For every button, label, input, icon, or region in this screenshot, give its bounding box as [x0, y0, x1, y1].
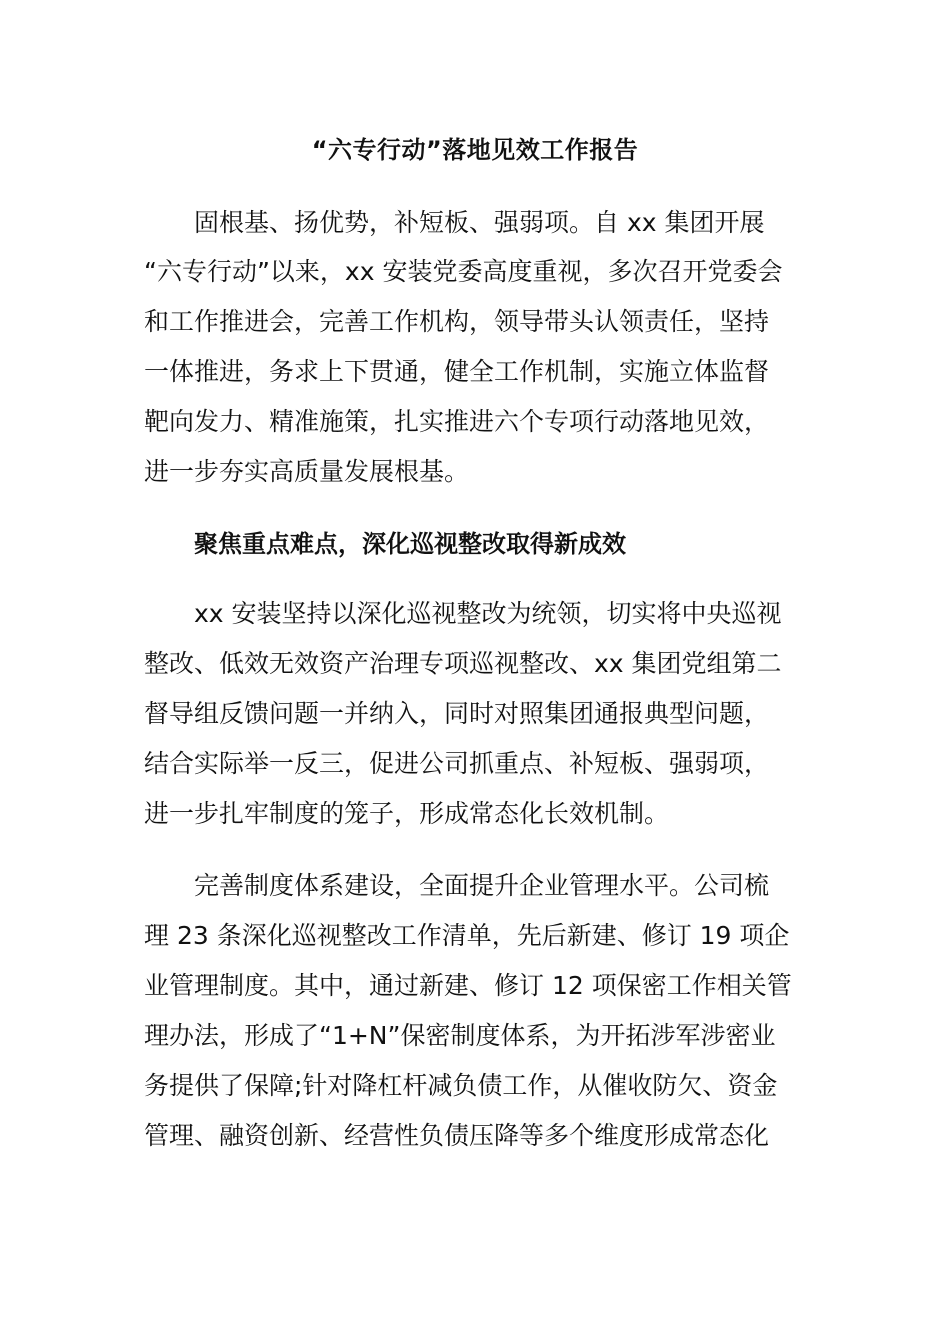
paragraph-line: 理 23 条深化巡视整改工作清单，先后新建、修订 19 项企 — [144, 921, 790, 950]
paragraph-line: 靶向发力、精准施策，扎实推进六个专项行动落地见效， — [144, 407, 770, 436]
paragraph-line: 整改、低效无效资产治理专项巡视整改、xx 集团党组第二 — [144, 649, 782, 678]
paragraph-line: 进一步扎牢制度的笼子，形成常态化长效机制。 — [144, 799, 670, 828]
paragraph-line: “六专行动”以来，xx 安装党委高度重视，多次召开党委会 — [144, 257, 783, 286]
paragraph-line: 务提供了保障;针对降杠杆减负债工作，从催收防欠、资金 — [144, 1071, 778, 1100]
paragraph-line: xx 安装坚持以深化巡视整改为统领，切实将中央巡视 — [194, 599, 782, 628]
paragraph-line: 督导组反馈问题一并纳入，同时对照集团通报典型问题， — [144, 699, 770, 728]
paragraph-line: 业管理制度。其中，通过新建、修订 12 项保密工作相关管 — [144, 971, 792, 1000]
paragraph-line: 理办法，形成了“1+N”保密制度体系，为开拓涉军涉密业 — [144, 1021, 776, 1050]
paragraph-line: 一体推进，务求上下贯通，健全工作机制，实施立体监督 — [144, 357, 770, 386]
document-title: “六专行动”落地见效工作报告 — [311, 136, 639, 164]
paragraph-line: 管理、融资创新、经营性负债压降等多个维度形成常态化 — [144, 1121, 770, 1150]
paragraph-line: 完善制度体系建设，全面提升企业管理水平。公司梳 — [194, 871, 770, 900]
paragraph-line: 和工作推进会，完善工作机构，领导带头认领责任，坚持 — [144, 307, 770, 336]
paragraph-line: 进一步夯实高质量发展根基。 — [144, 457, 470, 486]
section-heading: 聚焦重点难点，深化巡视整改取得新成效 — [194, 530, 626, 558]
paragraph-line: 固根基、扬优势，补短板、强弱项。自 xx 集团开展 — [194, 208, 765, 237]
paragraph-line: 结合实际举一反三，促进公司抓重点、补短板、强弱项， — [144, 749, 770, 778]
